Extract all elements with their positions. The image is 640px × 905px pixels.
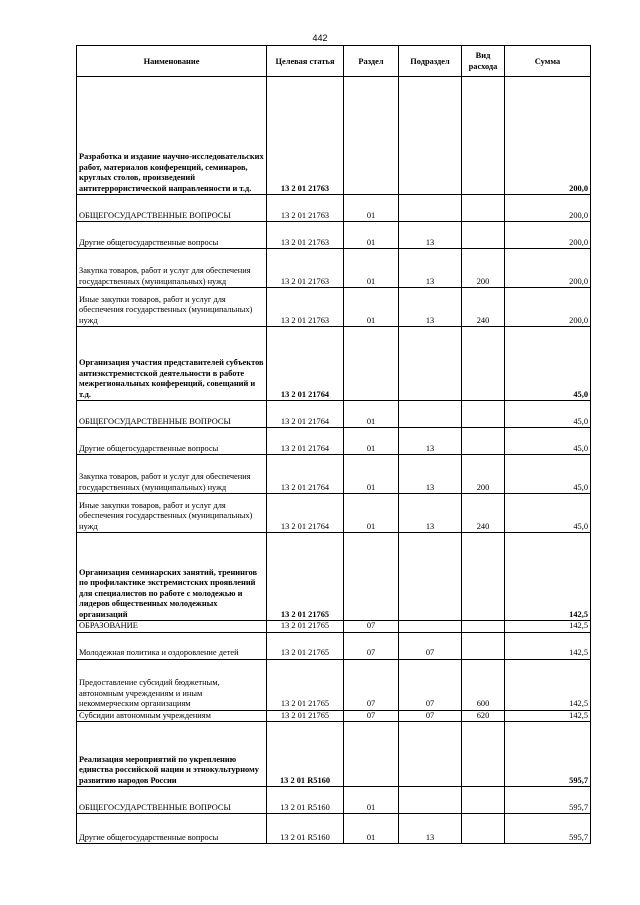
- cell-expense-type: [462, 428, 505, 455]
- cell-target: 13 2 01 21764: [267, 455, 344, 494]
- cell-amount: 45,0: [505, 327, 591, 401]
- cell-amount: 595,7: [505, 722, 591, 787]
- cell-section: [344, 722, 399, 787]
- cell-section: [344, 533, 399, 621]
- cell-expense-type: [462, 533, 505, 621]
- cell-amount: 142,5: [505, 659, 591, 710]
- table-row: [77, 710, 591, 722]
- cell-amount: 200,0: [505, 222, 591, 249]
- cell-section: 01: [344, 494, 399, 533]
- table-row: [77, 814, 591, 844]
- cell-subsection: 13: [399, 288, 462, 327]
- header-section: Раздел: [344, 46, 399, 77]
- cell-section: 07: [344, 632, 399, 659]
- cell-subsection: [399, 722, 462, 787]
- table-row: [77, 195, 591, 222]
- table-header-row: [77, 46, 591, 77]
- cell-target: 13 2 01 21763: [267, 222, 344, 249]
- cell-subsection: 13: [399, 814, 462, 844]
- cell-name: ОБЩЕГОСУДАРСТВЕННЫЕ ВОПРОСЫ: [77, 787, 267, 814]
- cell-target: 13 2 01 21765: [267, 659, 344, 710]
- cell-target: 13 2 01 21763: [267, 77, 344, 195]
- cell-amount: 595,7: [505, 787, 591, 814]
- cell-section: 01: [344, 222, 399, 249]
- header-amount: Сумма: [505, 46, 591, 77]
- cell-target: 13 2 01 21763: [267, 288, 344, 327]
- cell-name: Закупка товаров, работ и услуг для обеспечения государственных (муниципальных) нужд: [77, 455, 267, 494]
- cell-section: 07: [344, 659, 399, 710]
- cell-expense-type: [462, 77, 505, 195]
- cell-subsection: 13: [399, 494, 462, 533]
- table-body: [77, 77, 591, 844]
- cell-subsection: 13: [399, 428, 462, 455]
- cell-name: Организация семинарских занятий, тренингов по профилактике экстремистских проявлений для специалистов по работе с молодежью и лидеров общественных молодежных организаций: [77, 533, 267, 621]
- cell-name: Иные закупки товаров, работ и услуг для обеспечения государственных (муниципальных) нужд: [77, 494, 267, 533]
- cell-name: ОБЩЕГОСУДАРСТВЕННЫЕ ВОПРОСЫ: [77, 401, 267, 428]
- cell-amount: 595,7: [505, 814, 591, 844]
- cell-name: Молодежная политика и оздоровление детей: [77, 632, 267, 659]
- cell-expense-type: 620: [462, 710, 505, 722]
- cell-expense-type: [462, 787, 505, 814]
- cell-target: 13 2 01 21765: [267, 710, 344, 722]
- cell-subsection: [399, 77, 462, 195]
- cell-name: Разработка и издание научно-исследовательских работ, материалов конференций, семинаров, круглых столов, произведений антитеррористической направленности и т.д.: [77, 77, 267, 195]
- cell-section: 01: [344, 814, 399, 844]
- cell-target: 13 2 01 21765: [267, 621, 344, 633]
- cell-name: Другие общегосударственные вопросы: [77, 814, 267, 844]
- table-row: [77, 722, 591, 787]
- table-row: [77, 327, 591, 401]
- cell-expense-type: [462, 222, 505, 249]
- cell-name: Другие общегосударственные вопросы: [77, 222, 267, 249]
- table-row: [77, 77, 591, 195]
- cell-subsection: 13: [399, 455, 462, 494]
- table-row: [77, 621, 591, 633]
- table-row: [77, 401, 591, 428]
- cell-subsection: 13: [399, 249, 462, 288]
- cell-target: 13 2 01 21765: [267, 632, 344, 659]
- cell-name: Реализация мероприятий по укреплению единства российской нации и этнокультурному развитию народов России: [77, 722, 267, 787]
- cell-expense-type: 600: [462, 659, 505, 710]
- cell-expense-type: 240: [462, 288, 505, 327]
- cell-section: 01: [344, 455, 399, 494]
- cell-subsection: [399, 401, 462, 428]
- cell-expense-type: [462, 195, 505, 222]
- cell-amount: 142,5: [505, 621, 591, 633]
- header-expense-type: Вид расхода: [462, 46, 505, 77]
- table-row: [77, 787, 591, 814]
- cell-section: 01: [344, 288, 399, 327]
- cell-subsection: [399, 327, 462, 401]
- cell-section: [344, 77, 399, 195]
- header-subsection: Подраздел: [399, 46, 462, 77]
- cell-amount: 200,0: [505, 288, 591, 327]
- cell-subsection: 13: [399, 222, 462, 249]
- cell-name: Другие общегосударственные вопросы: [77, 428, 267, 455]
- table-row: [77, 632, 591, 659]
- cell-expense-type: 240: [462, 494, 505, 533]
- cell-subsection: 07: [399, 632, 462, 659]
- cell-section: 07: [344, 710, 399, 722]
- cell-target: 13 2 01 R5160: [267, 814, 344, 844]
- cell-subsection: [399, 787, 462, 814]
- cell-expense-type: [462, 814, 505, 844]
- table-row: [77, 222, 591, 249]
- cell-target: 13 2 01 R5160: [267, 722, 344, 787]
- cell-target: 13 2 01 21763: [267, 249, 344, 288]
- cell-section: 01: [344, 195, 399, 222]
- cell-subsection: 07: [399, 659, 462, 710]
- budget-table: [76, 45, 591, 844]
- cell-target: 13 2 01 21764: [267, 494, 344, 533]
- cell-subsection: 07: [399, 710, 462, 722]
- cell-amount: 45,0: [505, 455, 591, 494]
- cell-section: 01: [344, 401, 399, 428]
- cell-target: 13 2 01 21764: [267, 327, 344, 401]
- cell-expense-type: 200: [462, 249, 505, 288]
- cell-expense-type: [462, 327, 505, 401]
- table-row: [77, 659, 591, 710]
- table-row: [77, 494, 591, 533]
- cell-amount: 142,5: [505, 710, 591, 722]
- cell-target: 13 2 01 21764: [267, 428, 344, 455]
- cell-amount: 45,0: [505, 401, 591, 428]
- cell-target: 13 2 01 21765: [267, 533, 344, 621]
- header-name: Наименование: [77, 46, 267, 77]
- cell-section: 01: [344, 428, 399, 455]
- table-row: [77, 455, 591, 494]
- page-number: 442: [312, 33, 328, 43]
- cell-expense-type: [462, 632, 505, 659]
- cell-section: 01: [344, 787, 399, 814]
- cell-amount: 45,0: [505, 428, 591, 455]
- cell-amount: 200,0: [505, 249, 591, 288]
- cell-expense-type: 200: [462, 455, 505, 494]
- cell-amount: 200,0: [505, 77, 591, 195]
- cell-section: [344, 327, 399, 401]
- cell-amount: 142,5: [505, 533, 591, 621]
- cell-target: 13 2 01 21764: [267, 401, 344, 428]
- cell-target: 13 2 01 21763: [267, 195, 344, 222]
- cell-target: 13 2 01 R5160: [267, 787, 344, 814]
- cell-section: 07: [344, 621, 399, 633]
- cell-subsection: [399, 533, 462, 621]
- cell-subsection: [399, 621, 462, 633]
- cell-expense-type: [462, 401, 505, 428]
- cell-name: Субсидии автономным учреждениям: [77, 710, 267, 722]
- cell-name: ОБЩЕГОСУДАРСТВЕННЫЕ ВОПРОСЫ: [77, 195, 267, 222]
- cell-name: Иные закупки товаров, работ и услуг для обеспечения государственных (муниципальных) нужд: [77, 288, 267, 327]
- table-row: [77, 428, 591, 455]
- table-row: [77, 249, 591, 288]
- cell-amount: 142,5: [505, 632, 591, 659]
- cell-expense-type: [462, 722, 505, 787]
- table-row: [77, 533, 591, 621]
- cell-name: Организация участия представителей субъектов антиэкстремистской деятельности в работе межрегиональных конференций, совещаний и т.д.: [77, 327, 267, 401]
- cell-amount: 200,0: [505, 195, 591, 222]
- header-target: Целевая статья: [267, 46, 344, 77]
- cell-amount: 45,0: [505, 494, 591, 533]
- cell-section: 01: [344, 249, 399, 288]
- table-row: [77, 288, 591, 327]
- cell-name: Закупка товаров, работ и услуг для обеспечения государственных (муниципальных) нужд: [77, 249, 267, 288]
- cell-expense-type: [462, 621, 505, 633]
- cell-subsection: [399, 195, 462, 222]
- cell-name: ОБРАЗОВАНИЕ: [77, 621, 267, 633]
- cell-name: Предоставление субсидий бюджетным, автономным учреждениям и иным некоммерческим организациям: [77, 659, 267, 710]
